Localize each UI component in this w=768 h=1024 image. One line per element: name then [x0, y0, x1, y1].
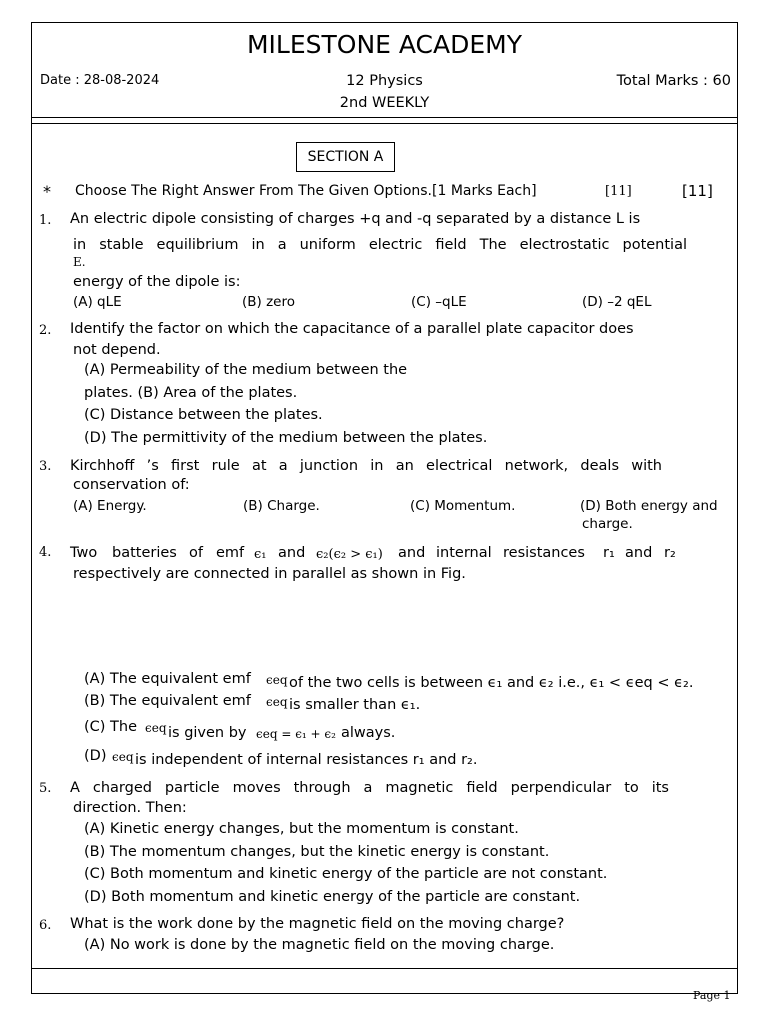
q3-option-d-cont: charge.	[582, 516, 633, 532]
q2-option-a: (A) Permeability of the medium between the	[84, 362, 408, 378]
bullet: *	[43, 182, 51, 201]
page-number: Page 1	[693, 989, 731, 1002]
q3-number: 3.	[39, 459, 52, 474]
q3-line2: conservation of:	[73, 477, 190, 493]
q4-w6: and	[278, 545, 306, 561]
q4-w8: and	[398, 545, 426, 561]
exam-name: 2nd WEEKLY	[339, 95, 430, 111]
q4-w10: resistances	[503, 545, 585, 561]
q1-line2: in stable equilibrium in a uniform electric field The electrostatic potential	[73, 237, 687, 253]
q4-w7: ϵ₂(ϵ₂ > ϵ₁)	[316, 547, 383, 562]
q5-line2: direction. Then:	[73, 800, 187, 816]
section-label: SECTION A	[296, 142, 395, 172]
q4-w12: and	[625, 545, 653, 561]
q4-w3: of	[189, 545, 203, 561]
q1-number: 1.	[39, 213, 52, 228]
section-instruction: Choose The Right Answer From The Given Options.[1 Marks Each]	[75, 183, 537, 199]
q4-option-c-text: always.	[341, 725, 396, 741]
exam-date: Date : 28-08-2024	[40, 73, 160, 88]
q4-w13: r₂	[664, 545, 676, 561]
q2-line1: Identify the factor on which the capacitance of a parallel plate capacitor does	[70, 321, 634, 337]
q4-w4: emf	[216, 545, 245, 561]
header-divider-bottom	[31, 123, 738, 124]
q5-number: 5.	[39, 781, 52, 796]
q1-option-b: (B) zero	[242, 294, 295, 310]
q2-number: 2.	[39, 323, 52, 338]
q4-option-d-symbol: ϵeq	[112, 750, 134, 764]
q5-line1: A charged particle moves through a magnetic field perpendicular to its	[70, 780, 669, 796]
q4-option-c-symbol: ϵeq	[145, 721, 167, 735]
q3-option-b: (B) Charge.	[243, 498, 320, 514]
section-marks-small: [11]	[605, 184, 632, 199]
q3-line1: Kirchhoff ’s first rule at a junction in an electrical network, deals with	[70, 458, 662, 474]
q4-option-c-formula: ϵeq = ϵ₁ + ϵ₂	[256, 727, 336, 741]
q1-line3: energy of the dipole is:	[73, 274, 241, 290]
q4-option-b-symbol: ϵeq	[266, 695, 288, 709]
q1-line1: An electric dipole consisting of charges +q and -q separated by a distance L is	[70, 211, 641, 227]
q4-option-a-symbol: ϵeq	[266, 673, 288, 687]
q5-option-c: (C) Both momentum and kinetic energy of the particle are not constant.	[84, 866, 608, 882]
q5-option-b: (B) The momentum changes, but the kinetic energy is constant.	[84, 844, 550, 860]
q5-option-d: (D) Both momentum and kinetic energy of the particle are constant.	[84, 889, 581, 905]
q4-option-d-text: is independent of internal resistances r₁ and r₂.	[135, 752, 478, 768]
q4-w2: batteries	[112, 545, 177, 561]
q4-option-c-mid: is given by	[168, 725, 247, 741]
q4-option-d-prefix: (D)	[84, 748, 107, 764]
school-name: MILESTONE ACADEMY	[246, 30, 523, 59]
q6-option-a: (A) No work is done by the magnetic field on the moving charge.	[84, 937, 555, 953]
q4-line2: respectively are connected in parallel as shown in Fig.	[73, 566, 466, 582]
q4-option-b-prefix: (B) The equivalent emf	[84, 693, 251, 709]
q4-option-a-text: of the two cells is between ϵ₁ and ϵ₂ i.e., ϵ₁ < ϵeq < ϵ₂.	[289, 675, 694, 691]
q4-option-c-prefix: (C) The	[84, 719, 138, 735]
q1-option-c: (C) –qLE	[411, 294, 467, 310]
q3-option-c: (C) Momentum.	[410, 498, 516, 514]
q4-option-a-prefix: (A) The equivalent emf	[84, 671, 251, 687]
q4-w5: ϵ₁	[254, 547, 267, 562]
q2-line2: not depend.	[73, 342, 161, 358]
q4-number: 4.	[39, 545, 52, 560]
footer-divider	[31, 968, 738, 969]
q1-field-symbol: E.	[73, 255, 86, 269]
q4-w9: internal	[436, 545, 492, 561]
q2-option-b: plates. (B) Area of the plates.	[84, 385, 298, 401]
q2-option-d: (D) The permittivity of the medium between the plates.	[84, 430, 488, 446]
subject: 12 Physics	[346, 73, 423, 89]
q3-option-d: (D) Both energy and	[580, 498, 718, 514]
q2-option-c: (C) Distance between the plates.	[84, 407, 323, 423]
section-marks: [11]	[682, 182, 713, 200]
q4-option-b-text: is smaller than ϵ₁.	[289, 697, 421, 713]
q1-option-d: (D) –2 qEL	[582, 294, 652, 310]
q1-option-a: (A) qLE	[73, 294, 122, 310]
total-marks: Total Marks : 60	[616, 73, 731, 89]
q5-option-a: (A) Kinetic energy changes, but the momentum is constant.	[84, 821, 519, 837]
q4-w11: r₁	[603, 545, 615, 561]
q3-option-a: (A) Energy.	[73, 498, 147, 514]
q6-line1: What is the work done by the magnetic field on the moving charge?	[70, 916, 565, 932]
q4-w1: Two	[70, 545, 98, 561]
q6-number: 6.	[39, 918, 52, 933]
header-divider-top	[31, 117, 738, 118]
